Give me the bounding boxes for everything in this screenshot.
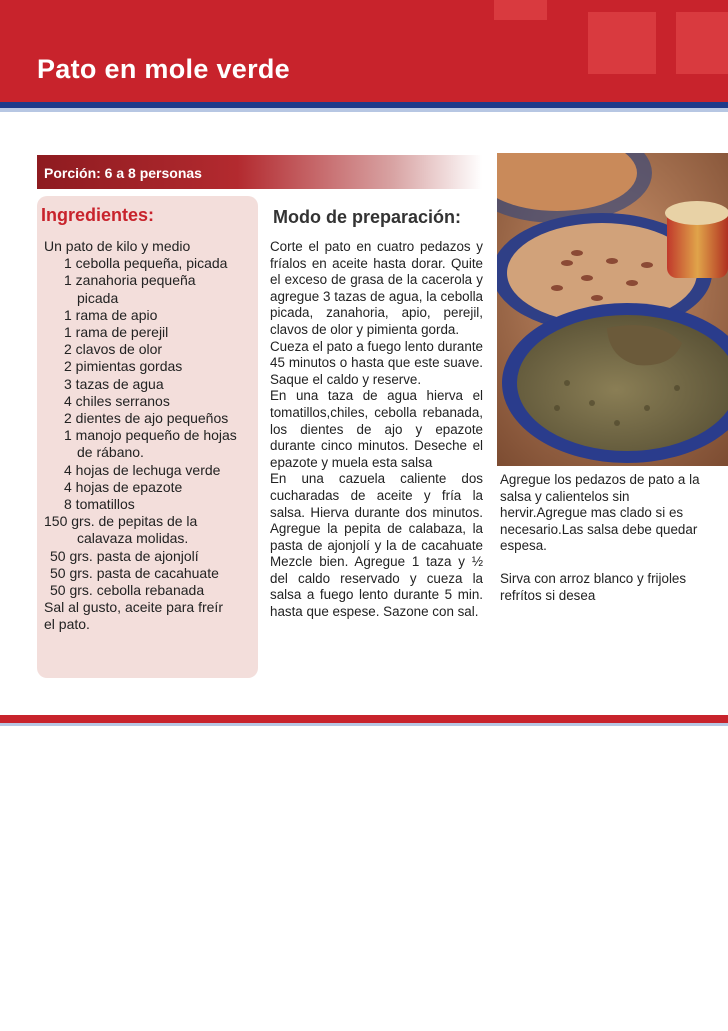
ingredient-item: 1 rama de perejil [64,324,169,341]
serving-note: Agregue los pedazos de pato a la salsa y calientelos sin hervir.Agregue mas clado si es necesario.Las salsa debe quedar espesa. [500,472,700,554]
ingredient-item: de rábano. [77,444,144,461]
serving-notes [500,472,715,604]
ingredient-item: 2 pimientas gordas [64,358,183,375]
serving-note: Sirva con arroz blanco y frijoles refrítos si desea [500,570,687,603]
ingredient-item: 3 tazas de agua [64,375,164,392]
ingredient-item: 2 clavos de olor [64,341,163,358]
decor-square [588,12,656,74]
footer-stripe-light [0,723,728,726]
decor-square [676,12,728,74]
preparation-heading: Modo de preparación: [273,207,462,227]
ingredients-list [44,238,256,634]
decor-square [494,0,547,20]
ingredient-item: 4 chiles serranos [64,392,170,409]
preparation-step: En una taza de agua hierva el tomatillos,chiles, cebolla rebanada, los dientes de ajo y epazote durante cinco minutos. Deseche el epazote y muela esta salsa [270,388,483,470]
ingredient-item: 150 grs. de pepitas de la [44,513,198,530]
ingredient-item: 50 grs. cebolla rebanada [50,582,205,599]
preparation-step: Corte el pato en cuatro pedazos y fríalos en aceite hasta dorar. Quite el exceso de grasa de la cacerola y agregue 3 tazas de agua, la cebolla picada, zanahoria, apio, perejil, clavos de olor y pimienta gorda. [270,239,483,337]
ingredient-item: 2 dientes de ajo pequeños [64,410,229,427]
ingredient-item: calavaza molidas. [77,530,189,547]
footer-stripe [0,715,728,723]
ingredient-item: 50 grs. pasta de cacahuate [50,564,219,581]
ingredient-item: 1 zanahoria pequeña [64,272,196,289]
portion-label: Porción: 6 a 8 personas [44,165,202,181]
ingredient-item: 1 rama de apio [64,306,158,323]
ingredient-item: 4 hojas de lechuga verde [64,461,221,478]
ingredient-item: picada [77,289,119,306]
preparation-steps [270,239,483,621]
ingredient-item: Un pato de kilo y medio [44,238,191,254]
dish-photo [497,153,728,466]
ingredient-item: 50 grs. pasta de ajonjolí [50,547,199,564]
ingredient-item: 8 tomatillos [64,496,135,513]
portion-bar [37,155,482,189]
header-stripe-light [0,108,728,112]
ingredient-item: Sal al gusto, aceite para freír [44,599,223,616]
ingredient-item: 1 cebolla pequeña, picada [64,255,228,272]
preparation-step: En una cazuela caliente dos cucharadas de aceite y fría la salsa. Hierva durante dos minutos. Agregue la pepita de calabaza, la pasta de ajonjolí y la de cacahuate Mezcle bien. Agregue 1 taza y ½ del caldo reservado y cueza la salsa a fuego lento durante 5 min. hasta que espese. Sazone con sal. [270,471,483,620]
ingredient-item: 1 manojo pequeño de hojas [64,427,237,444]
ingredient-item: 4 hojas de epazote [64,478,183,495]
dish-photo-illustration [497,153,728,466]
preparation-step: Cueza el pato a fuego lento durante 45 minutos o hasta que este suave. Saque el caldo y reserve. [270,338,483,387]
ingredients-heading: Ingredientes: [41,205,155,225]
page-title: Pato en mole verde [37,54,290,84]
ingredient-item: el pato. [44,616,90,633]
